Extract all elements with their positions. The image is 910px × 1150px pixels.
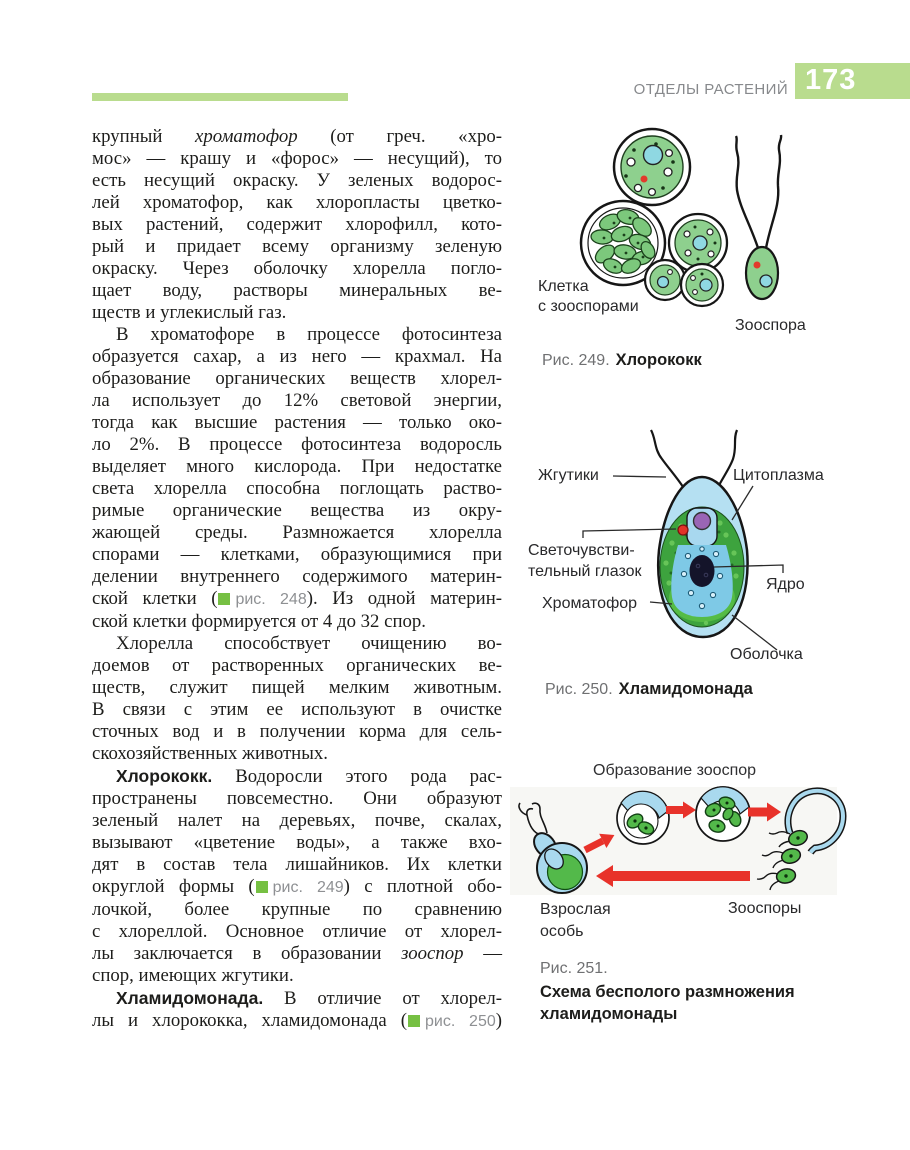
text-line [92,324,502,346]
asexual-reproduction-diagram [505,783,850,901]
fig250-label-eyespot [528,540,642,582]
body-text: зеленый налет на деревьях, почве, скалах, [92,810,502,831]
fig250-label-eyespot-line1: Светочувстви- [528,542,635,559]
top-green-bar [92,93,348,101]
text-line [92,148,502,170]
body-text: лы и хлорококка, хламидомонада ( [92,1010,407,1031]
body-text: Водоросли этого рода рас- [212,766,502,787]
text-line [92,943,502,965]
body-text: ла использует до 12% световой энергии, [92,390,502,411]
text-line [92,633,502,655]
body-text: тогда как высшие растения — только око- [92,412,502,433]
text-line [92,1010,502,1033]
fig251-caption-title-line2: хламидомонады [540,1005,678,1023]
fig250-label-membrane: Оболочка [730,646,803,663]
text-line [92,522,502,544]
body-text: — [463,943,502,964]
text-line [92,987,502,1010]
text-line [92,721,502,743]
body-text: с хлореллой. Основное отличие от хлорел- [92,921,502,942]
zoospore-cell [736,135,781,299]
figure-reference [217,588,306,609]
figure-ref-label: рис. 249 [272,879,344,896]
body-text: округлой формы ( [92,876,255,897]
body-text: пространены повсеместно. Они образуют [92,788,502,809]
text-line [92,214,502,236]
page-number-box [795,63,910,99]
body-text: мос» — крашу и «форос» — несущий), то [92,148,502,169]
text-line [92,544,502,566]
figure-ref-square-icon [256,881,268,893]
eyespot [678,525,688,535]
italic-term: хроматофор [195,126,298,147]
body-text: ). Из одной материн- [306,588,503,609]
fig251-caption-title-line1: Схема бесполого размножения [540,983,795,1001]
text-line [92,699,502,721]
body-text: вызывают «цветение воды», а также вхо- [92,832,502,853]
fig250-caption [545,680,753,699]
fig251-label-adult-line2: особь [540,923,584,940]
text-line [92,258,502,280]
body-text: образование органических веществ хлорел- [92,368,502,389]
text-line [92,677,502,699]
text-line [92,478,502,500]
body-text: (от греч. «хро- [297,126,502,147]
text-line [92,346,502,368]
fig249-caption-title: Хлорококк [615,351,702,369]
body-text: римые органические вещества из окру- [92,500,502,521]
body-text: выделяет много кислорода. При недостатке [92,456,502,477]
body-text: рый и придает всему организму зеленую [92,236,502,257]
basal-body [694,513,711,530]
body-text: есть несущий окраску. У зеленых водорос- [92,170,502,191]
body-text: В связи с этим ее используют в очистке [92,699,502,720]
text-line [92,412,502,434]
italic-term: зооспор [401,943,464,964]
text-line [92,655,502,677]
text-line [92,765,502,788]
figure-ref-label: рис. 250 [425,1013,496,1030]
dividing-cell-late [696,787,750,841]
fig251-caption-number: Рис. 251. [540,960,608,977]
text-line [92,126,502,148]
body-text: ло 2%. В процессе фотосинтеза водоросль [92,434,502,455]
fig251-label-zoospores: Зооспоры [728,900,802,917]
chlorococcus-small-cell [681,264,723,306]
section-title: ОТДЕЛЫ РАСТЕНИЙ [633,81,788,98]
body-text: дят в состав тела лишайников. Их клетки [92,854,502,875]
fig249-label-cell-line1: Клетка [538,278,589,295]
body-text: образуется сахар, а из него — крахмал. На [92,346,502,367]
fig250-label-nucleus: Ядро [766,576,805,593]
fig250-label-flagella: Жгутики [538,467,599,484]
body-text: лей хроматофор, как хлоропласты цветко- [92,192,502,213]
body-text-column [92,126,502,1033]
fig251-title: Образование зооспор [593,762,757,779]
body-text: щает воду, растворы минеральных ве- [92,280,502,301]
body-text: Хлорелла способствует очищению во- [116,633,502,654]
text-line [92,876,502,899]
figure-ref-square-icon [218,593,230,605]
text-line [92,456,502,478]
text-line [92,810,502,832]
body-text: ской клетки формируется от 4 до 32 спор. [92,611,426,632]
chlorococcus-small-cell [645,260,685,300]
body-text: ществ, служит пищей мелким животным. [92,677,502,698]
body-text: света хлорелла способна поглощать раство- [92,478,502,499]
text-line [92,390,502,412]
body-text: лы заключается в образовании [92,943,402,964]
text-line [92,434,502,456]
paragraph-lead-term: Хламидомонада. [116,988,264,1008]
paragraph-lead-term: Хлорококк. [116,766,213,786]
text-line [92,236,502,258]
chlorococcus-large-cell [614,129,690,205]
body-text: ской клетки ( [92,588,218,609]
body-text: вых растений, содержит хлорофилл, кото- [92,214,502,235]
text-line [92,192,502,214]
text-line [92,588,502,611]
body-text: спорами — клетками, образующимися при [92,544,502,565]
text-line [92,788,502,810]
fig250-label-cytoplasm: Цитоплазма [733,467,824,484]
text-line [92,280,502,302]
fig250-caption-number: Рис. 250. [545,681,613,698]
text-line [92,832,502,854]
text-line [92,566,502,588]
text-line [92,170,502,192]
fig251-label-adult [540,899,611,943]
body-text: ществ и углекислый газ. [92,302,287,323]
fig251-label-adult-line1: Взрослая [540,901,611,918]
body-text: ) с плотной обо- [343,876,502,897]
body-text: жающей среды. Размножается хлорелла [92,522,502,543]
fig249-label-cell-line2: с зооспорами [538,298,639,315]
fig250-caption-title: Хламидомонада [618,680,753,698]
fig251-caption [540,960,795,1025]
figure-reference [407,1010,496,1031]
body-text: доемов от растворенных органических ве- [92,655,502,676]
text-line [92,921,502,943]
page-number: 173 [805,64,857,96]
fig249-caption [542,351,702,370]
body-text: окраску. Через оболочку хлорелла погло- [92,258,502,279]
fig249-caption-number: Рис. 249. [542,352,610,369]
text-line [92,500,502,522]
fig250-label-eyespot-line2: тельный глазок [528,563,642,580]
text-line [92,743,502,765]
text-line [92,899,502,921]
text-line [92,611,502,633]
body-text: сточных вод и в получении корма для сель- [92,721,502,742]
text-line [92,368,502,390]
figure-ref-label: рис. 248 [235,591,307,608]
nucleus-region [671,545,733,617]
body-text: В отличие от хлорел- [263,988,502,1009]
body-text: ) [495,1010,502,1031]
figure-ref-square-icon [408,1015,420,1027]
fig249-label-cell [538,277,639,317]
fig250-label-chromatophore: Хроматофор [542,595,638,612]
text-line [92,854,502,876]
body-text: крупный [92,126,196,147]
text-line [92,965,502,987]
text-line [92,302,502,324]
body-text: делении внутреннего содержимого материн- [92,566,502,587]
body-text: спор, имеющих жгутики. [92,965,294,986]
body-text: скохозяйственных животных. [92,743,328,764]
body-text: В хроматофоре в процессе фотосинтеза [116,324,502,345]
fig249-label-zoospore: Зооспора [735,317,806,334]
figure-reference [255,876,344,897]
dividing-cell-early [617,791,669,844]
body-text: лочкой, более крупные по сравнению [92,899,502,920]
